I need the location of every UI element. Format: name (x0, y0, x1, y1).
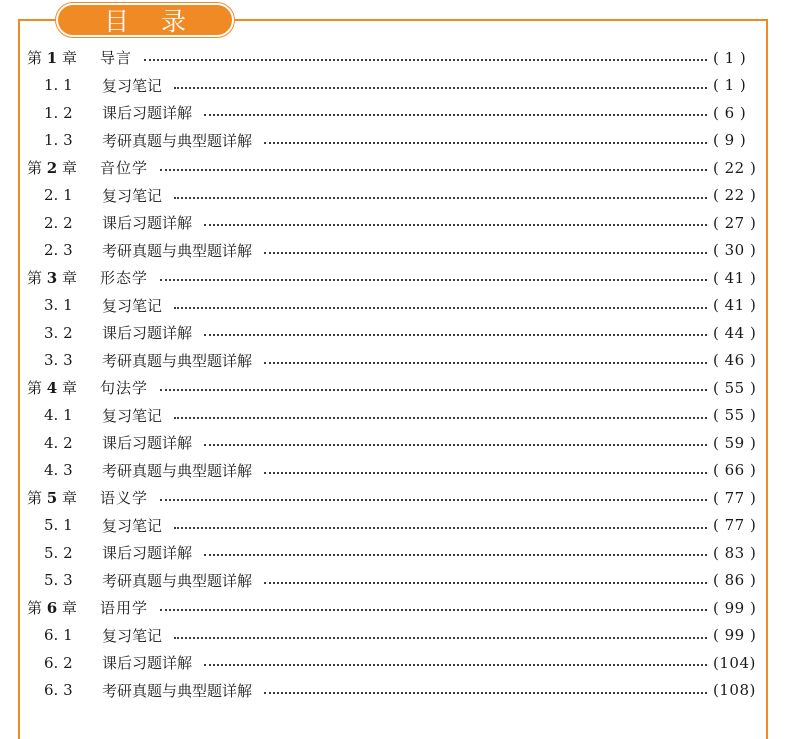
dot-leader (174, 416, 707, 419)
toc-section-entry[interactable] (27, 567, 759, 595)
chapter-title: 语用学 (100, 599, 149, 618)
dot-leader (160, 168, 707, 171)
page-number: (108) (713, 681, 756, 700)
toc-section-entry[interactable] (27, 319, 759, 347)
section-title: 考研真题与典型题详解 (102, 351, 253, 370)
toc-chapter-entry[interactable] (27, 264, 759, 292)
page-number: ( 30 ) (713, 241, 757, 260)
section-title: 考研真题与典型题详解 (102, 681, 253, 700)
chapter-number: 第 3 章 (27, 269, 77, 288)
dot-leader (174, 86, 707, 89)
page-number: ( 1 ) (713, 76, 747, 95)
page-number: ( 41 ) (713, 296, 757, 315)
section-title: 课后习题详解 (102, 654, 193, 673)
dot-leader (204, 663, 707, 666)
toc-section-entry[interactable] (27, 622, 759, 650)
dot-leader (264, 251, 707, 254)
page-number: ( 66 ) (713, 461, 757, 480)
section-title: 课后习题详解 (102, 214, 193, 233)
section-title: 课后习题详解 (102, 544, 193, 563)
page-number: ( 22 ) (713, 158, 757, 177)
dot-leader (174, 196, 707, 199)
dot-leader (160, 278, 707, 281)
toc-chapter-entry[interactable] (27, 44, 759, 72)
dot-leader (264, 361, 707, 364)
section-title: 复习笔记 (102, 516, 163, 535)
toc-section-entry[interactable] (27, 72, 759, 100)
chapter-title: 句法学 (100, 379, 149, 398)
section-number: 4. 3 (44, 461, 73, 480)
section-title: 课后习题详解 (102, 324, 193, 343)
toc-section-entry[interactable] (27, 347, 759, 375)
section-number: 3. 1 (44, 296, 73, 315)
section-number: 6. 1 (44, 626, 73, 645)
section-number: 3. 2 (44, 323, 73, 342)
section-title: 考研真题与典型题详解 (102, 461, 253, 480)
dot-leader (264, 471, 707, 474)
toc-section-entry[interactable] (27, 457, 759, 485)
section-number: 2. 3 (44, 241, 73, 260)
dot-leader (204, 553, 707, 556)
dot-leader (144, 58, 707, 61)
page-number: ( 27 ) (713, 213, 757, 232)
section-number: 3. 3 (44, 351, 73, 370)
dot-leader (174, 636, 707, 639)
section-number: 1. 3 (44, 131, 73, 150)
contents-title: 目 录 (56, 3, 234, 37)
section-number: 2. 1 (44, 186, 73, 205)
section-title: 复习笔记 (102, 296, 163, 315)
section-title: 复习笔记 (102, 626, 163, 645)
chapter-number: 第 2 章 (27, 159, 77, 178)
page-number: ( 99 ) (713, 626, 757, 645)
page-number: ( 83 ) (713, 543, 757, 562)
toc-chapter-entry[interactable] (27, 594, 759, 622)
toc-section-entry[interactable] (27, 237, 759, 265)
dot-leader (264, 141, 707, 144)
chapter-title: 形态学 (100, 269, 149, 288)
dot-leader (264, 691, 707, 694)
section-number: 6. 3 (44, 681, 73, 700)
page-number: ( 86 ) (713, 571, 757, 590)
toc-section-entry[interactable] (27, 127, 759, 155)
toc-section-entry[interactable] (27, 182, 759, 210)
toc-section-entry[interactable] (27, 512, 759, 540)
chapter-title: 语义学 (100, 489, 149, 508)
toc-section-entry[interactable] (27, 402, 759, 430)
section-number: 5. 1 (44, 516, 73, 535)
section-number: 1. 1 (44, 76, 73, 95)
page-number: ( 55 ) (713, 406, 757, 425)
page-number: ( 59 ) (713, 433, 757, 452)
page-number: ( 6 ) (713, 103, 747, 122)
toc-section-entry[interactable] (27, 99, 759, 127)
section-title: 考研真题与典型题详解 (102, 571, 253, 590)
dot-leader (204, 113, 707, 116)
dot-leader (160, 608, 707, 611)
section-title: 复习笔记 (102, 76, 163, 95)
page-number: ( 9 ) (713, 131, 747, 150)
chapter-title: 导言 (100, 49, 133, 68)
toc-section-entry[interactable] (27, 649, 759, 677)
page-number: ( 41 ) (713, 268, 757, 287)
toc-section-entry[interactable] (27, 292, 759, 320)
dot-leader (264, 581, 707, 584)
dot-leader (160, 498, 707, 501)
dot-leader (204, 443, 707, 446)
page-number: ( 77 ) (713, 488, 757, 507)
section-number: 6. 2 (44, 653, 73, 672)
dot-leader (160, 388, 707, 391)
section-number: 4. 2 (44, 433, 73, 452)
toc-section-entry[interactable] (27, 677, 759, 705)
section-number: 4. 1 (44, 406, 73, 425)
toc-section-entry[interactable] (27, 209, 759, 237)
page-number: ( 22 ) (713, 186, 757, 205)
dot-leader (174, 306, 707, 309)
chapter-title: 音位学 (100, 159, 149, 178)
section-title: 课后习题详解 (102, 104, 193, 123)
toc-section-entry[interactable] (27, 429, 759, 457)
section-title: 复习笔记 (102, 406, 163, 425)
section-title: 考研真题与典型题详解 (102, 241, 253, 260)
dot-leader (174, 526, 707, 529)
page-number: ( 44 ) (713, 323, 757, 342)
toc-chapter-entry[interactable] (27, 154, 759, 182)
page-number: ( 1 ) (713, 48, 747, 67)
chapter-number: 第 4 章 (27, 379, 77, 398)
section-title: 复习笔记 (102, 186, 163, 205)
page-number: ( 99 ) (713, 598, 757, 617)
section-number: 5. 2 (44, 543, 73, 562)
chapter-number: 第 5 章 (27, 489, 77, 508)
section-title: 课后习题详解 (102, 434, 193, 453)
section-number: 2. 2 (44, 213, 73, 232)
chapter-number: 第 1 章 (27, 49, 77, 68)
dot-leader (204, 223, 707, 226)
toc-section-entry[interactable] (27, 539, 759, 567)
table-of-contents (27, 44, 759, 704)
page-number: ( 46 ) (713, 351, 757, 370)
section-number: 1. 2 (44, 103, 73, 122)
page-number: ( 55 ) (713, 378, 757, 397)
section-number: 5. 3 (44, 571, 73, 590)
toc-chapter-entry[interactable] (27, 374, 759, 402)
toc-chapter-entry[interactable] (27, 484, 759, 512)
chapter-number: 第 6 章 (27, 599, 77, 618)
dot-leader (204, 333, 707, 336)
page-number: ( 77 ) (713, 516, 757, 535)
section-title: 考研真题与典型题详解 (102, 131, 253, 150)
page-number: (104) (713, 653, 756, 672)
